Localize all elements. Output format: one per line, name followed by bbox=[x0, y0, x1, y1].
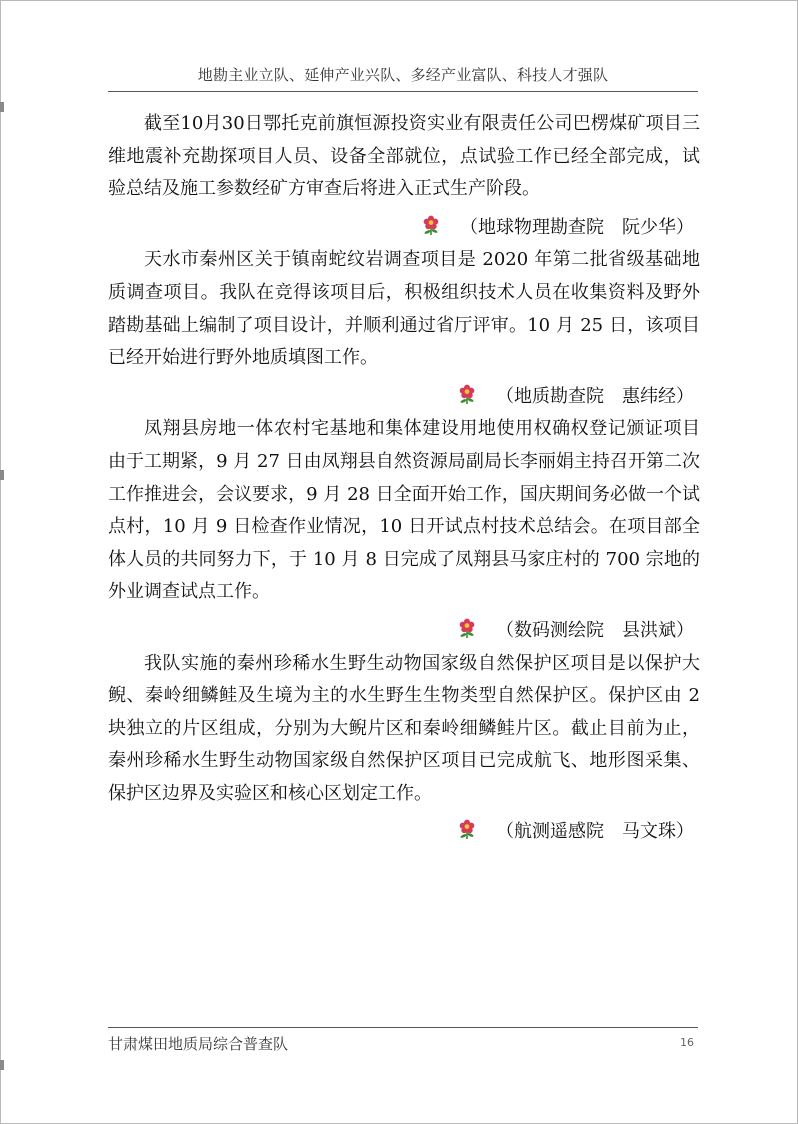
article-signature bbox=[108, 615, 700, 648]
article-paragraph: 我队实施的秦州珍稀水生野生动物国家级自然保护区项目是以保护大鲵、秦岭细鳞鲑及生境为主的水生野生生物类型自然保护区。保护区由 2 块独立的片区组成，分别为大鲵片区和秦岭细鳞鲑片区。截止目前为止，秦州珍稀水生野生动物国家级自然保护区项目已完成航飞、地形图采集、保护区边界及实验区和核心区划定工作。 bbox=[108, 652, 700, 804]
margin-tick bbox=[0, 470, 4, 480]
signature-text: （数码测绘院 县洪斌） bbox=[496, 619, 694, 641]
article-paragraph: 截至10月30日鄂托克前旗恒源投资实业有限责任公司巴楞煤矿项目三维地震补充勘探项目人员、设备全部就位，点试验工作已经全部完成，试验总结及施工参数经矿方审查后将进入正式生产阶段。 bbox=[108, 113, 700, 200]
article-paragraph: 凤翔县房地一体农村宅基地和集体建设用地使用权确权登记颁证项目由于工期紧，9 月 27 日由凤翔县自然资源局副局长李丽娟主持召开第二次工作推进会，会议要求，9 月 28 日全面开始工作，国庆期间务必做一个试点村，10 月 9 日检查作业情况，10 日开试点村技术总结会。在项目部全体人员的共同努力下，于 10 月 8 日完成了凤翔县马家庄村的 700 宗地的外业调查试点工作。 bbox=[108, 418, 700, 603]
article-signature bbox=[108, 212, 700, 245]
header-rule bbox=[108, 91, 698, 92]
footer-rule bbox=[108, 1027, 698, 1028]
margin-tick bbox=[0, 102, 4, 112]
page-body bbox=[108, 108, 700, 849]
margin-tick bbox=[0, 1060, 4, 1070]
flower-icon bbox=[456, 818, 478, 840]
article-paragraph: 天水市秦州区关于镇南蛇纹岩调查项目是 2020 年第二批省级基础地质调查项目。我队在竞得该项目后，积极组织技术人员在收集资料及野外踏勘基础上编制了项目设计，并顺利通过省厅评审。10 月 25 日，该项目已经开始进行野外地质填图工作。 bbox=[108, 249, 700, 369]
article-signature bbox=[108, 381, 700, 414]
flower-icon bbox=[456, 617, 478, 639]
footer-organization: 甘肃煤田地质局综合普查队 bbox=[108, 1035, 289, 1053]
page-number: 16 bbox=[680, 1036, 694, 1049]
signature-text: （地质勘查院 惠纬经） bbox=[496, 385, 694, 407]
article-signature bbox=[108, 816, 700, 849]
page-header-title: 地勘主业立队、延伸产业兴队、多经产业富队、科技人才强队 bbox=[197, 66, 609, 84]
signature-text: （地球物理勘查院 阮少华） bbox=[460, 216, 694, 238]
flower-icon bbox=[420, 214, 442, 236]
flower-icon bbox=[456, 383, 478, 405]
signature-text: （航测遥感院 马文珠） bbox=[496, 821, 694, 843]
